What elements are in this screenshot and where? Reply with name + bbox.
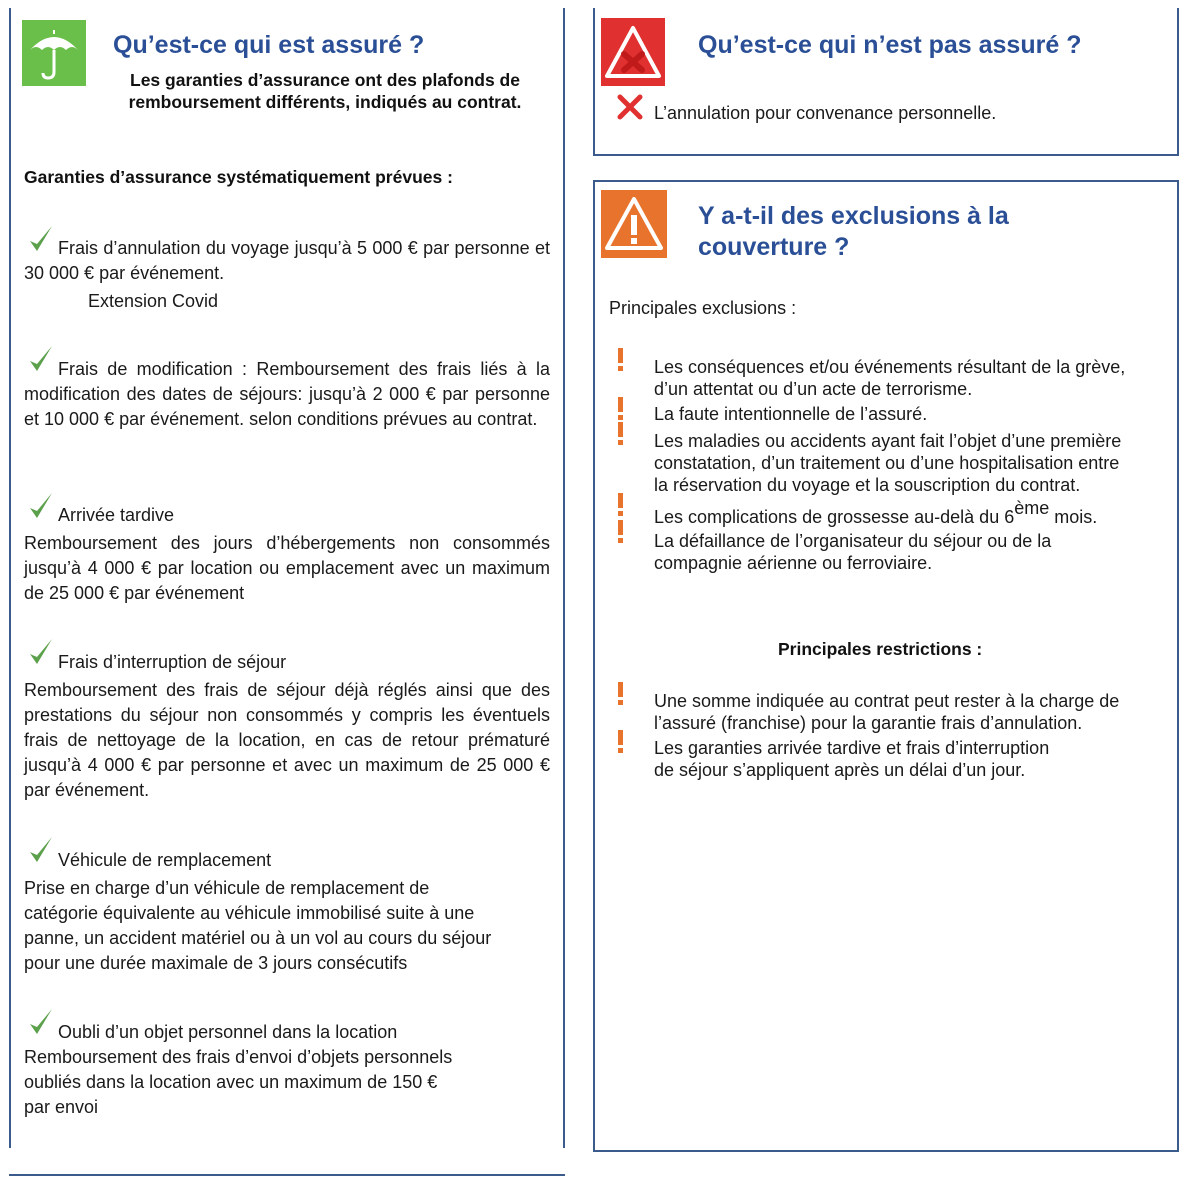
restriction-deductible: Une somme indiquée au contrat peut rester à la charge de l’assuré (franchise) pour la garantie frais d’annulation. bbox=[654, 691, 1120, 733]
cross-icon bbox=[617, 94, 643, 120]
covered-item-vehicle-text: Prise en charge d’un véhicule de remplacement de catégorie équivalente au véhicule immobilisé suite à une panne, un accident matériel ou à un vol au cours du séjour pour une durée maximale de 3 jours consécutifs bbox=[24, 878, 492, 973]
divider bbox=[9, 1174, 565, 1176]
exclusion-organiser-failure: La défaillance de l’organisateur du séjour ou de la compagnie aérienne ou ferroviaire. bbox=[654, 531, 1052, 573]
exclusion-prior-illness: Les maladies ou accidents ayant fait l’objet d’une première constatation, d’un traitement ou d’une hospitalisation entre la réservation du voyage et la souscription du contrat. bbox=[654, 431, 1122, 495]
covered-subtitle-line1: Les garanties d’assurance ont des plafonds de bbox=[130, 70, 520, 90]
covered-item-modification: Frais de modification : Remboursement des frais liés à la modification des dates de séjours: jusqu’à 2 000 € par personne et 10 000 € par événement. selon conditions prévues au contrat. bbox=[24, 359, 550, 429]
exclamation-icon bbox=[615, 520, 625, 544]
covered-item-late-arrival-text: Remboursement des jours d’hébergements non consommés jusqu’à 4 000 € par location ou emplacement avec un maximum de 25 000 € par événement bbox=[24, 533, 550, 603]
covered-section-label: Garanties d’assurance systématiquement prévues : bbox=[24, 167, 453, 187]
covered-item-vehicle-title: Véhicule de remplacement bbox=[58, 850, 272, 870]
covered-item-cancellation: Frais d’annulation du voyage jusqu’à 5 000 € par personne et 30 000 € par événement. bbox=[24, 238, 550, 283]
not-covered-item: L’annulation pour convenance personnelle. bbox=[654, 103, 997, 123]
not-covered-title: Qu’est-ce qui n’est pas assuré ? bbox=[698, 31, 1082, 59]
exclusions-title-line2: couverture ? bbox=[698, 233, 850, 261]
covered-title: Qu’est-ce qui est assuré ? bbox=[113, 31, 425, 59]
check-icon bbox=[28, 637, 54, 667]
check-icon bbox=[28, 835, 54, 865]
exclamation-icon bbox=[615, 730, 625, 754]
covered-item-interruption-title: Frais d’interruption de séjour bbox=[58, 652, 287, 672]
exclamation-icon bbox=[615, 493, 625, 517]
covered-item-forgotten-object-text: Remboursement des frais d’envoi d’objets personnels oubliés dans la location avec un maximum de 150 € par envoi bbox=[24, 1047, 453, 1117]
exclusion-pregnancy: Les complications de grossesse au-delà du 6ème mois. bbox=[654, 498, 1098, 527]
exclamation-icon bbox=[615, 682, 625, 706]
exclamation-icon bbox=[615, 422, 625, 446]
exclusions-label: Principales exclusions : bbox=[609, 298, 797, 318]
exclusions-title-line1: Y a-t-il des exclusions à la bbox=[698, 202, 1009, 230]
umbrella-icon bbox=[22, 20, 86, 86]
exclamation-icon bbox=[615, 397, 625, 421]
restrictions-label: Principales restrictions : bbox=[778, 639, 983, 659]
exclamation-icon bbox=[615, 348, 625, 372]
restriction-waiting-period: Les garanties arrivée tardive et frais d’interruption de séjour s’appliquent après un délai d’un jour. bbox=[654, 738, 1050, 780]
exclusion-strike-terrorism: Les conséquences et/ou événements résultant de la grève, d’un attentat ou d’un acte de terrorisme. bbox=[654, 357, 1126, 399]
warning-triangle-icon bbox=[601, 190, 667, 258]
exclusion-intentional-fault: La faute intentionnelle de l’assuré. bbox=[654, 404, 928, 424]
covered-item-cancellation-note: Extension Covid bbox=[88, 291, 219, 311]
covered-item-forgotten-object-title: Oubli d’un objet personnel dans la location bbox=[58, 1022, 398, 1042]
warning-cross-icon bbox=[601, 18, 665, 86]
covered-item-late-arrival-title: Arrivée tardive bbox=[58, 505, 175, 525]
covered-subtitle-line2: remboursement différents, indiqués au contrat. bbox=[128, 92, 522, 112]
check-icon bbox=[28, 1007, 54, 1037]
covered-item-interruption-text: Remboursement des frais de séjour déjà réglés ainsi que des prestations du séjour non consommés y compris les éventuels frais de nettoyage de la location, en cas de retour prématuré jusqu’à 4 000 € par personne et avec un maximum de 25 000 € par événement. bbox=[24, 680, 550, 800]
exclusions-panel bbox=[593, 180, 1179, 1152]
check-icon bbox=[28, 491, 54, 521]
